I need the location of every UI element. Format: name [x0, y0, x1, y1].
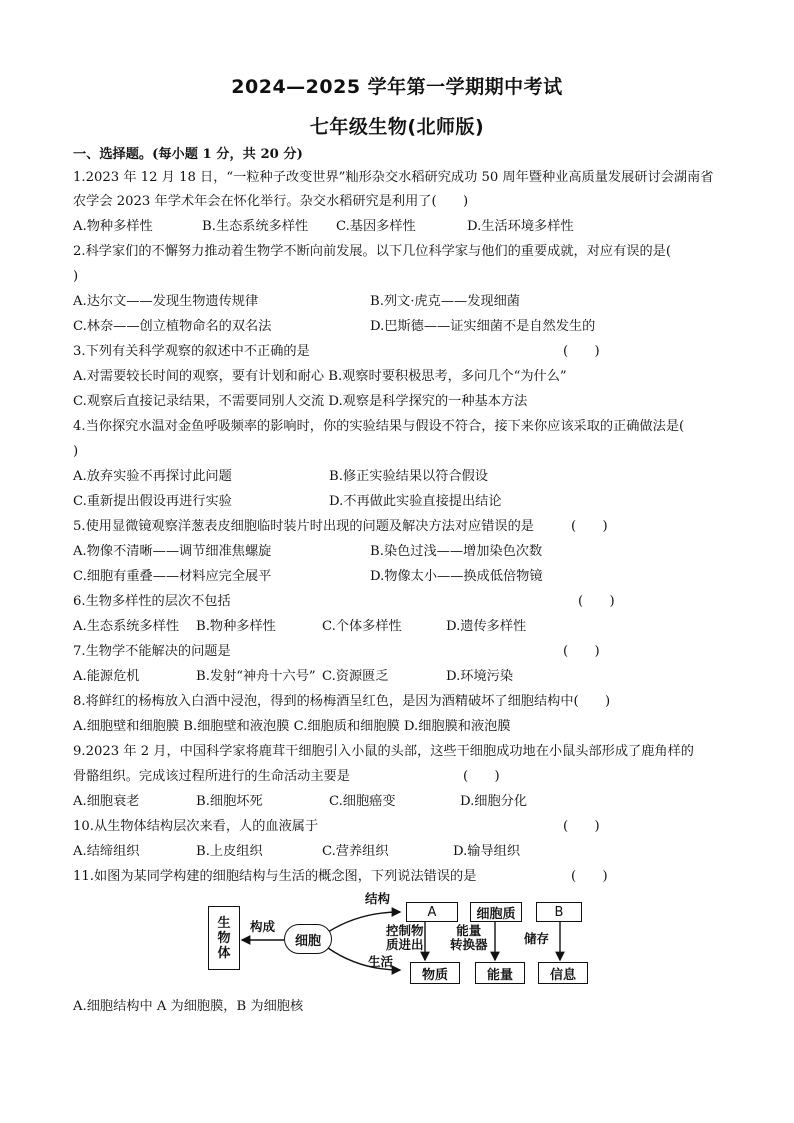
question-10-option-c: C.营养组织 — [322, 844, 389, 859]
box-a-label: A — [427, 904, 437, 920]
question-6-option-b: B.物种多样性 — [196, 619, 276, 634]
question-3-option-cd: C.观察后直接记录结果，不需要同别人交流 D.观察是科学探究的一种基本方法 — [73, 394, 528, 409]
question-9-line-1: 9.2023 年 2 月，中国科学家将鹿茸干细胞引入小鼠的头部，这些干细胞成功地在小鼠头部形成了鹿角样的 — [73, 744, 694, 759]
question-4-option-d: D.不再做此实验直接提出结论 — [329, 494, 502, 509]
control-label-line-2: 质进出 — [386, 937, 424, 952]
box-b-label: B — [554, 904, 564, 920]
question-3-option-ab: A.对需要较长时间的观察，要有计划和耐心 B.观察时要积极思考，多问几个“为什么” — [73, 369, 567, 384]
constitute-label: 构成 — [250, 919, 276, 934]
question-1-option-a: A.物种多样性 — [73, 219, 153, 234]
question-7-answer-paren: ( ) — [563, 644, 600, 659]
question-1-line-2: 农学会 2023 年学术年会在怀化举行。杂交水稻研究是利用了( ) — [73, 194, 469, 209]
cell-concept-map — [200, 892, 600, 988]
life-label: 生活 — [368, 954, 394, 969]
question-10-answer-paren: ( ) — [563, 819, 600, 834]
energy-label-line-2: 转换器 — [450, 937, 488, 952]
question-5-answer-paren: ( ) — [571, 519, 608, 534]
question-5-option-d: D.物像太小——换成低倍物镜 — [370, 569, 543, 584]
question-1-option-b: B.生态系统多样性 — [202, 219, 309, 234]
cell-box — [284, 924, 332, 954]
question-10-option-b: B.上皮组织 — [196, 844, 263, 859]
question-5-option-a: A.物像不清晰——调节细准焦螺旋 — [73, 544, 272, 559]
cell-label: 细胞 — [294, 933, 321, 949]
question-2-option-c: C.林奈——创立植物命名的双名法 — [73, 319, 272, 334]
exam-title: 2024—2025 学年第一学期期中考试 — [231, 76, 563, 98]
matter-box — [410, 962, 460, 984]
question-10-stem: 10.从生物体结构层次来看，人的血液属于 — [73, 819, 319, 834]
question-5-option-b: B.染色过浅——增加染色次数 — [370, 544, 543, 559]
question-11-stem: 11.如图为某同学构建的细胞结构与生活的概念图，下列说法错误的是 — [73, 869, 477, 884]
question-11-option-a: A.细胞结构中 A 为细胞膜，B 为细胞核 — [73, 999, 304, 1014]
question-7-option-a: A.能源危机 — [73, 669, 140, 684]
question-10-option-a: A.结缔组织 — [73, 844, 140, 859]
question-9-answer-paren: ( ) — [463, 769, 500, 784]
question-6-answer-paren: ( ) — [578, 594, 615, 609]
question-2-line-2: ) — [73, 269, 79, 284]
question-3-answer-paren: ( ) — [563, 344, 600, 359]
question-6-option-d: D.遗传多样性 — [446, 619, 527, 634]
organism-char-2: 物 — [217, 930, 231, 946]
question-7-stem: 7.生物学不能解决的问题是 — [73, 644, 231, 659]
cytoplasm-label: 细胞质 — [476, 906, 516, 922]
question-5-option-c: C.细胞有重叠——材料应完全展平 — [73, 569, 272, 584]
energy-label: 能量 — [486, 967, 513, 983]
structure-label: 结构 — [365, 891, 391, 906]
info-label: 信息 — [549, 967, 576, 983]
question-6-option-a: A.生态系统多样性 — [73, 619, 180, 634]
question-2-option-d: D.巴斯德——证实细菌不是自然发生的 — [370, 319, 596, 334]
energy-converter-label — [450, 924, 488, 952]
control-label — [386, 924, 424, 952]
question-4-line-1: 4.当你探究水温对金鱼呼吸频率的影响时，你的实验结果与假设不符合，接下来你应该采取的正确做法是( — [73, 419, 685, 434]
question-1-option-c: C.基因多样性 — [336, 219, 416, 234]
question-9-line-2: 骨骼组织。完成该过程所进行的生命活动主要是 — [73, 769, 350, 784]
energy-box — [475, 962, 525, 984]
question-7-option-c: C.资源匮乏 — [322, 669, 389, 684]
organism-char-3: 体 — [217, 945, 231, 961]
section-heading: 一、选择题。(每小题 1 分，共 20 分) — [73, 147, 303, 162]
box-b — [536, 902, 582, 922]
question-11-answer-paren: ( ) — [571, 869, 608, 884]
question-1-line-1: 1.2023 年 12 月 18 日，“一粒种子改变世界”籼形杂交水稻研究成功 50 周年暨种业高质量发展研讨会湖南省 — [73, 170, 714, 185]
storage-label: 储存 — [524, 931, 550, 946]
question-4-line-2: ) — [73, 444, 79, 459]
question-7-option-d: D.环境污染 — [446, 669, 514, 684]
question-10-option-d: D.输导组织 — [453, 844, 521, 859]
question-2-option-a: A.达尔文——发现生物遗传规律 — [73, 294, 259, 309]
matter-label: 物质 — [421, 967, 448, 983]
question-3-stem: 3.下列有关科学观察的叙述中不正确的是 — [73, 344, 310, 359]
question-5-stem: 5.使用显微镜观察洋葱表皮细胞临时装片时出现的问题及解决方法对应错误的是 — [73, 519, 534, 534]
question-2-option-b: B.列文·虎克——发现细菌 — [370, 294, 520, 309]
question-7-option-b: B.发射“神舟十六号” — [196, 669, 316, 684]
question-8-options: A.细胞壁和细胞膜 B.细胞壁和液泡膜 C.细胞质和细胞膜 D.细胞膜和液泡膜 — [73, 719, 511, 734]
organism-box — [208, 906, 240, 970]
question-4-option-a: A.放弃实验不再探讨此问题 — [73, 469, 232, 484]
question-6-stem: 6.生物多样性的层次不包括 — [73, 594, 231, 609]
cytoplasm-box — [470, 902, 522, 922]
organism-char-1: 生 — [217, 915, 231, 931]
question-1-option-d: D.生活环境多样性 — [467, 219, 574, 234]
question-2-line-1: 2.科学家们的不懈努力推动着生物学不断向前发展。以下几位科学家与他们的重要成就，对应有误的是( — [73, 244, 671, 259]
question-6-option-c: C.个体多样性 — [322, 619, 402, 634]
question-9-option-b: B.细胞坏死 — [196, 794, 263, 809]
box-a — [406, 902, 458, 922]
question-9-option-c: C.细胞癌变 — [329, 794, 396, 809]
energy-label-line-1: 能量 — [456, 923, 482, 938]
question-9-option-a: A.细胞衰老 — [73, 794, 140, 809]
question-4-option-b: B.修正实验结果以符合假设 — [329, 469, 488, 484]
info-box — [538, 962, 588, 984]
question-8-stem: 8.将鲜红的杨梅放入白酒中浸泡，得到的杨梅酒呈红色，是因为酒精破坏了细胞结构中( ) — [73, 694, 611, 709]
exam-subtitle: 七年级生物(北师版) — [309, 116, 485, 138]
question-9-option-d: D.细胞分化 — [460, 794, 528, 809]
question-4-option-c: C.重新提出假设再进行实验 — [73, 494, 232, 509]
control-label-line-1: 控制物 — [386, 923, 424, 938]
